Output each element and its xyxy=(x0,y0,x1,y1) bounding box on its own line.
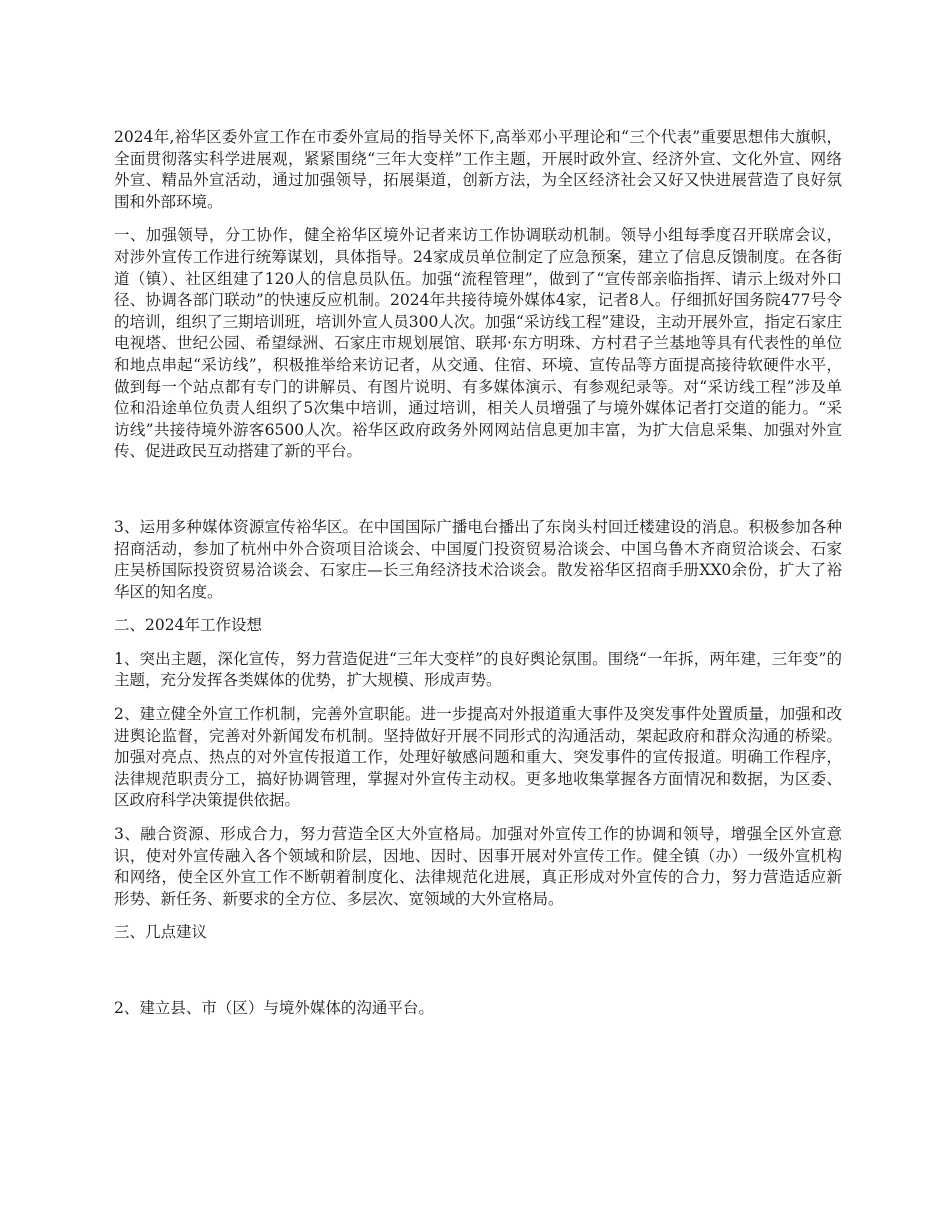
section-two-heading: 二、2024年工作设想 xyxy=(114,616,262,635)
intro-paragraph: 2024年,裕华区委外宣工作在市委外宣局的指导关怀下,高举邓小平理论和“三个代表”重要思想伟大旗帜，全面贯彻落实科学进展观，紧紧围绕“三年大变样”工作主题，开展时政外宣、经济外宣、文化外宣、网络外宣、精品外宣活动，通过加强领导，拓展渠道，创新方法，为全区经济社会又好又快进展营造了良好氛围和外部环境。 xyxy=(114,128,842,211)
document-body xyxy=(114,127,842,1032)
media-resources-paragraph: 3、运用多种媒体资源宣传裕华区。在中国国际广播电台播出了东岗头村回迁楼建设的消息。积极参加各种招商活动，参加了杭州中外合资项目洽谈会、中国厦门投资贸易洽谈会、中国乌鲁木齐商贸洽谈会、石家庄吴桥国际投资贸易洽谈会、石家庄—长三角经济技术洽谈会。散发裕华区招商手册XX0余份，扩大了裕华区的知名度。 xyxy=(114,517,842,601)
section-three-heading: 三、几点建议 xyxy=(114,923,208,942)
plan-item-3: 3、融合资源、形成合力，努力营造全区大外宣格局。加强对外宣传工作的协调和领导，增强全区外宣意识，使对外宣传融入各个领域和阶层，因地、因时、因事开展对外宣传工作。健全镇（办）一级外宣机构和网络，使全区外宣工作不断朝着制度化、法律规范化进展，真正形成对外宣传的合力，努力营造适应新形势、新任务、新要求的全方位、多层次、宽领域的大外宣格局。 xyxy=(114,825,842,908)
suggestion-item-2: 2、建立县、市（区）与境外媒体的沟通平台。 xyxy=(114,999,434,1017)
section-one-paragraph: 一、加强领导，分工协作，健全裕华区境外记者来访工作协调联动机制。领导小组每季度召开联席会议，对涉外宣传工作进行统筹谋划，具体指导。24家成员单位制定了应急预案，建立了信息反馈制度。在各街道（镇）、社区组建了120人的信息员队伍。加强“流程管理”，做到了“宣传部亲临指挥、请示上级对外口径、协调各部门联动”的快速反应机制。2024年共接待境外媒体4家，记者8人。仔细抓好国务院477号令的培训，组织了三期培训班，培训外宣人员300人次。加强“采访线工程”建设，主动开展外宣，指定石家庄电视塔、世纪公园、希望绿洲、石家庄市规划展馆、联邦·东方明珠、方村君子兰基地等具有代表性的单位和地点串起“采访线”，积极推举给来访记者，从交通、住宿、环境、宣传品等方面提高接待软硬件水平，做到每一个站点都有专门的讲解员、有图片说明、有多媒体演示、有参观纪录等。对“采访线工程”涉及单位和沿途单位负责人组织了5次集中培训，通过培训，相关人员增强了与境外媒体记者打交道的能力。“采访线”共接待境外游客6500人次。裕华区政府政务外网网站信息更加丰富，为扩大信息采集、加强对外宣传、促进政民互动搭建了新的平台。 xyxy=(114,226,842,461)
plan-item-2: 2、建立健全外宣工作机制，完善外宣职能。进一步提高对外报道重大事件及突发事件处置质量，加强和改进舆论监督，完善对外新闻发布机制。坚持做好开展不同形式的沟通活动，架起政府和群众沟通的桥梁。加强对亮点、热点的对外宣传报道工作，处理好敏感问题和重大、突发事件的宣传报道。明确工作程序，法律规范职责分工，搞好协调管理，掌握对外宣传主动权。更多地收集掌握各方面情况和数据，为区委、区政府科学决策提供依据。 xyxy=(114,705,842,810)
plan-item-1: 1、突出主题，深化宣传，努力营造促进“三年大变样”的良好舆论氛围。围绕“一年拆，两年建，三年变”的主题，充分发挥各类媒体的优势，扩大规模、形成声势。 xyxy=(114,649,842,690)
